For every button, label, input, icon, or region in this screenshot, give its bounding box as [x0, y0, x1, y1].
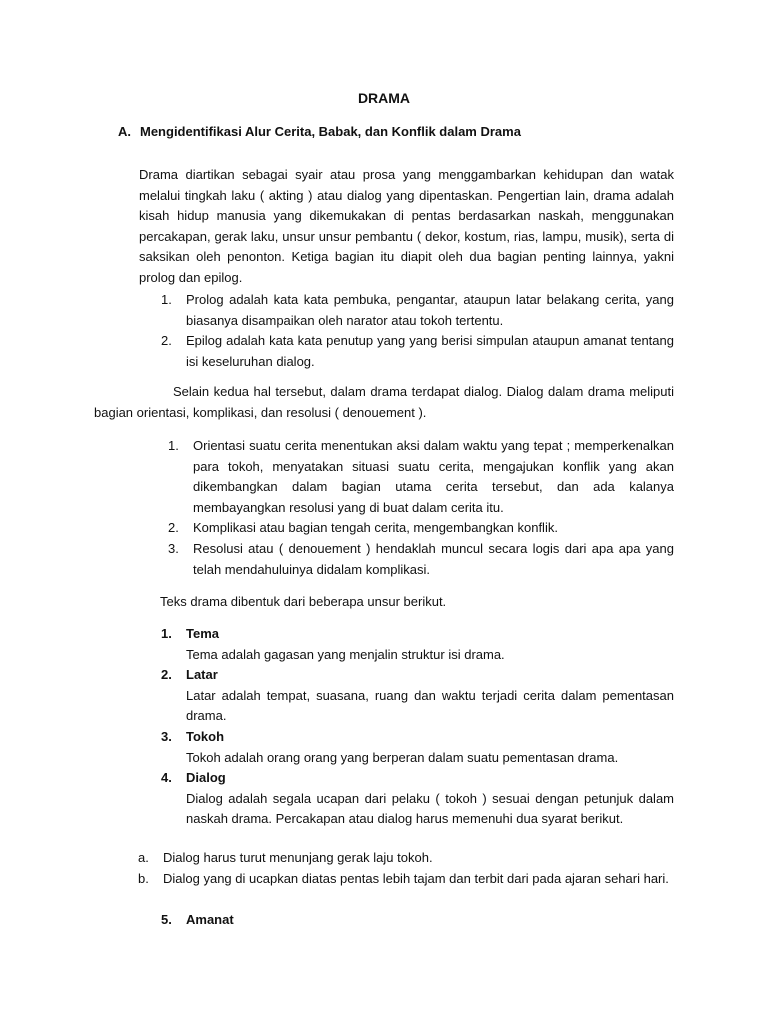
list-item-number: 3.: [161, 728, 172, 744]
element-description: Dialog adalah segala ucapan dari pelaku ( tokoh ) sesuai dengan petunjuk dalam naskah drama. Percakapan atau dialog harus memenuhi dua syarat berikut.: [186, 790, 674, 827]
list-item-text: Prolog adalah kata kata pembuka, pengantar, ataupun latar belakang cerita, yang biasanya disampaikan oleh narator atau tokoh tertentu.: [186, 292, 674, 328]
section-heading-text: Mengidentifikasi Alur Cerita, Babak, dan Konflik dalam Drama: [140, 124, 521, 139]
list-item: [168, 518, 674, 539]
list-item-number: 2.: [168, 520, 179, 536]
list-item-number: 2.: [161, 667, 172, 683]
element-term: Dialog: [186, 770, 226, 786]
list-item: [168, 436, 674, 518]
list-item-number: 5.: [161, 912, 172, 927]
drama-parts-list: [161, 290, 674, 372]
list-item-text: Epilog adalah kata kata penutup yang yang berisi simpulan ataupun amanat tentang isi keseluruhan dialog.: [186, 333, 674, 369]
list-item-text: Orientasi suatu cerita menentukan aksi dalam waktu yang tepat ; memperkenalkan para tokoh, menyatakan situasi suatu cerita, mengajukan konflik yang akan dikembangkan dalam bagian utama cerita tersebut, dan ada kalanya membayangkan resolusi yang di buat dalam cerita itu.: [193, 438, 674, 515]
section-letter: A.: [118, 124, 131, 139]
page-title: DRAMA: [357, 90, 411, 106]
list-item-number: 3.: [168, 540, 179, 556]
list-item-number: 4.: [161, 770, 172, 786]
list-item-text: Dialog yang di ucapkan diatas pentas lebih tajam dan terbit dari pada ajaran sehari hari.: [163, 870, 669, 886]
element-description: Latar adalah tempat, suasana, ruang dan waktu terjadi cerita dalam pementasan drama.: [186, 687, 674, 724]
element-term: Tokoh: [186, 728, 225, 744]
list-item: [161, 624, 674, 665]
element-description: Tema adalah gagasan yang menjalin struktur isi drama.: [186, 646, 505, 662]
list-item: [161, 665, 674, 727]
list-item-text: Resolusi atau ( denouement ) hendaklah muncul secara logis dari apa apa yang telah mendahuluinya didalam komplikasi.: [193, 540, 674, 577]
dialog-requirements-list: [138, 848, 674, 889]
list-item: [161, 331, 674, 372]
list-item-number: 2.: [161, 333, 172, 349]
list-item-letter: b.: [138, 870, 149, 886]
list-item-letter: a.: [138, 850, 149, 865]
list-item: [161, 727, 674, 768]
list-item: [138, 848, 674, 869]
list-item: [138, 869, 674, 890]
element-term: Amanat: [186, 912, 234, 927]
elements-intro-paragraph: Teks drama dibentuk dari beberapa unsur berikut.: [160, 594, 447, 609]
list-item-text: Dialog harus turut menunjang gerak laju tokoh.: [163, 850, 433, 865]
element-description: Tokoh adalah orang orang yang berperan dalam suatu pementasan drama.: [186, 749, 619, 765]
list-item: [168, 539, 674, 580]
list-item-number: 1.: [168, 438, 179, 453]
intro-paragraph: Drama diartikan sebagai syair atau prosa yang menggambarkan kehidupan dan watak melalui tingkah laku ( akting ) atau dialog yang dipentaskan. Pengertian lain, drama adalah kisah hidup manusia yang dikemukakan di pentas berdasarkan naskah, menggunakan percakapan, gerak laku, unsur unsur pembantu ( dekor, kostum, rias, lampu, musik), serta di saksikan oleh penonton. Ketiga bagian itu diapit oleh dua bagian penting lainnya, yakni prolog dan epilog.: [139, 167, 674, 285]
list-item: [161, 768, 674, 830]
dialog-parts-list: [168, 436, 674, 580]
drama-elements-list: [161, 624, 674, 830]
list-item: [161, 290, 674, 331]
element-term: Latar: [186, 667, 218, 683]
list-item-number: 1.: [161, 292, 172, 307]
list-item-number: 1.: [161, 626, 172, 641]
element-term: Tema: [186, 626, 219, 641]
list-item: [161, 910, 674, 931]
list-item-text: Komplikasi atau bagian tengah cerita, mengembangkan konflik.: [193, 520, 558, 536]
drama-elements-list-continued: [161, 910, 674, 931]
dialog-intro-paragraph: Selain kedua hal tersebut, dalam drama terdapat dialog. Dialog dalam drama meliputi bagian orientasi, komplikasi, dan resolusi ( denouement ).: [94, 384, 674, 420]
